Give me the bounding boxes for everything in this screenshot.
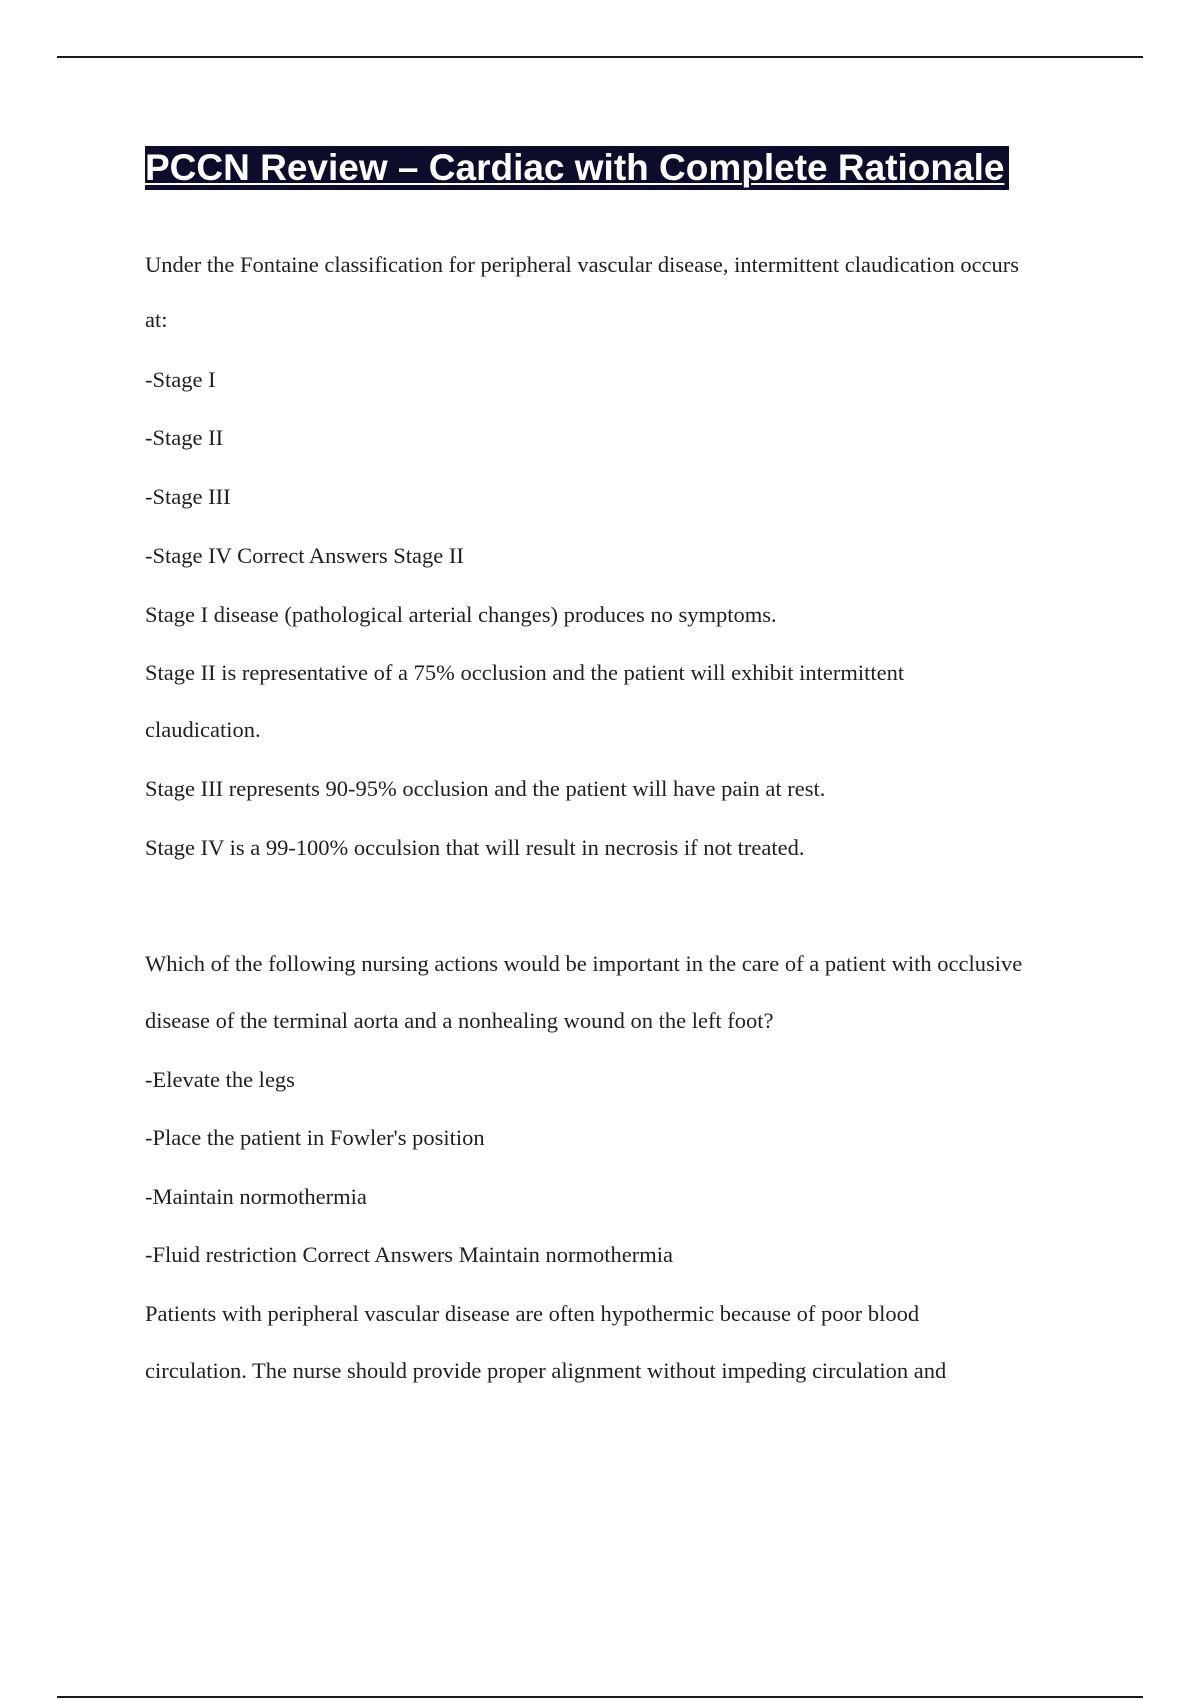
question-1-rationale-line-5: Stage IV is a 99-100% occulsion that will result in necrosis if not treated. xyxy=(145,835,805,860)
question-2-stem-line-1: Which of the following nursing actions would be important in the care of a patient with occlusive xyxy=(145,951,1023,976)
document-title: PCCN Review – Cardiac with Complete Rationale xyxy=(145,146,1009,190)
footer-rule xyxy=(57,1696,1143,1698)
question-1-rationale-line-4: Stage III represents 90-95% occlusion and the patient will have pain at rest. xyxy=(145,776,826,801)
question-1-option-3: -Stage III xyxy=(145,484,231,509)
question-1-rationale-line-2: Stage II is representative of a 75% occlusion and the patient will exhibit intermittent xyxy=(145,660,905,685)
question-2-stem-line-2: disease of the terminal aorta and a nonhealing wound on the left foot? xyxy=(145,1008,774,1033)
question-1-option-4-answer: -Stage IV Correct Answers Stage II xyxy=(145,543,464,568)
question-1-stem-line-1: Under the Fontaine classification for peripheral vascular disease, intermittent claudication occurs xyxy=(145,252,1020,277)
question-2-option-4-answer: -Fluid restriction Correct Answers Maintain normothermia xyxy=(145,1242,674,1267)
question-1-option-2: -Stage II xyxy=(145,425,224,450)
question-2-rationale-line-1: Patients with peripheral vascular disease are often hypothermic because of poor blood xyxy=(145,1301,920,1326)
question-1-option-1: -Stage I xyxy=(145,367,216,392)
question-1-stem-line-2: at: xyxy=(145,307,168,332)
question-2-rationale-line-2: circulation. The nurse should provide proper alignment without impeding circulation and xyxy=(145,1358,947,1383)
question-2-option-2: -Place the patient in Fowler's position xyxy=(145,1125,485,1150)
question-1-rationale-line-3: claudication. xyxy=(145,717,261,742)
question-2-option-1: -Elevate the legs xyxy=(145,1067,295,1092)
question-1-rationale-line-1: Stage I disease (pathological arterial changes) produces no symptoms. xyxy=(145,602,777,627)
question-2-option-3: -Maintain normothermia xyxy=(145,1184,367,1209)
header-rule xyxy=(57,56,1143,58)
